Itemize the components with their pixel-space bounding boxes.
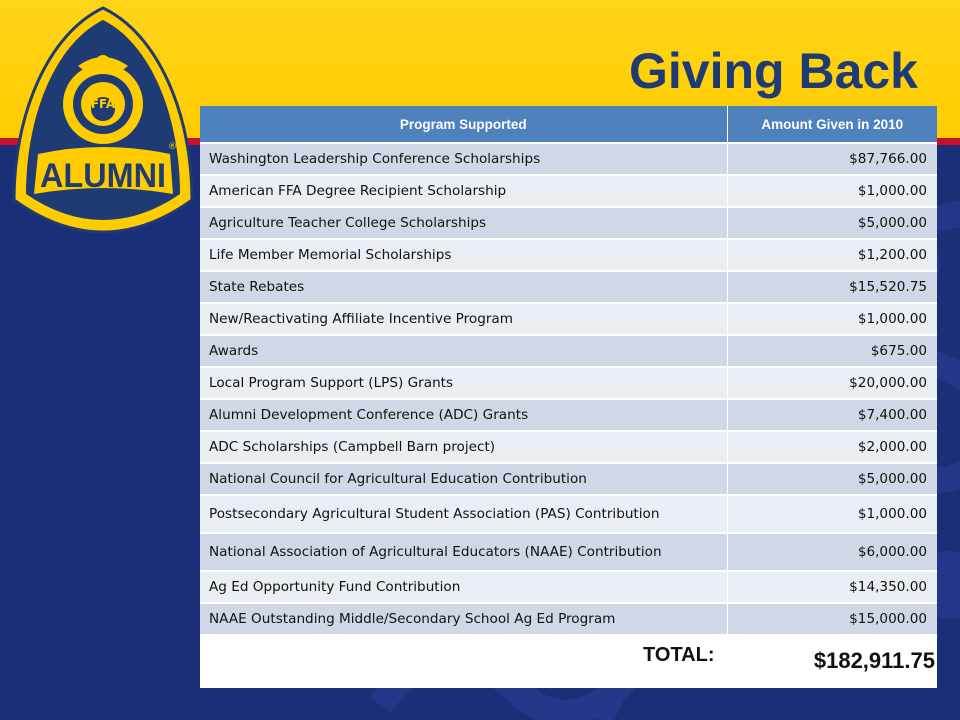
program-cell: Postsecondary Agricultural Student Association (PAS) Contribution [200,495,727,533]
program-cell: American FFA Degree Recipient Scholarship [200,175,727,207]
giving-table-container [200,106,937,688]
program-cell: Agriculture Teacher College Scholarships [200,207,727,239]
amount-cell: $20,000.00 [727,367,937,399]
registered-mark: ® [168,142,177,152]
table-row [200,271,937,303]
amount-cell: $2,000.00 [727,431,937,463]
table-row [200,495,937,533]
table-row [200,571,937,603]
giving-table [200,106,937,688]
program-cell: Washington Leadership Conference Scholarships [200,143,727,175]
table-row [200,431,937,463]
table-row [200,239,937,271]
emblem-center-text: FFA [90,97,116,111]
emblem-wordmark: ALUMNI [40,157,166,195]
table-row [200,303,937,335]
program-cell: New/Reactivating Affiliate Incentive Program [200,303,727,335]
table-row [200,335,937,367]
program-cell: Life Member Memorial Scholarships [200,239,727,271]
program-cell: Awards [200,335,727,367]
column-header-amount: Amount Given in 2010 [727,106,937,143]
program-cell: National Council for Agricultural Education Contribution [200,463,727,495]
table-header-row [200,106,937,143]
program-cell: Ag Ed Opportunity Fund Contribution [200,571,727,603]
total-value: $182,911.75 [727,635,937,688]
table-row [200,603,937,635]
amount-cell: $1,000.00 [727,495,937,533]
table-row [200,175,937,207]
program-cell: Local Program Support (LPS) Grants [200,367,727,399]
amount-cell: $675.00 [727,335,937,367]
amount-cell: $5,000.00 [727,207,937,239]
table-total-row [200,635,937,688]
table-row [200,367,937,399]
program-cell: ADC Scholarships (Campbell Barn project) [200,431,727,463]
amount-cell: $87,766.00 [727,143,937,175]
amount-cell: $6,000.00 [727,533,937,571]
amount-cell: $15,520.75 [727,271,937,303]
total-label: TOTAL: [200,635,727,688]
amount-cell: $15,000.00 [727,603,937,635]
amount-cell: $5,000.00 [727,463,937,495]
program-cell: State Rebates [200,271,727,303]
amount-cell: $7,400.00 [727,399,937,431]
amount-cell: $1,000.00 [727,175,937,207]
program-cell: National Association of Agricultural Educators (NAAE) Contribution [200,533,727,571]
amount-cell: $14,350.00 [727,571,937,603]
slide-title: Giving Back [629,43,918,99]
table-row [200,207,937,239]
column-header-program: Program Supported [200,106,727,143]
ffa-alumni-emblem-icon [8,4,198,236]
program-cell: NAAE Outstanding Middle/Secondary School Ag Ed Program [200,603,727,635]
amount-cell: $1,200.00 [727,239,937,271]
table-row [200,143,937,175]
table-row [200,399,937,431]
amount-cell: $1,000.00 [727,303,937,335]
table-row [200,533,937,571]
program-cell: Alumni Development Conference (ADC) Grants [200,399,727,431]
table-row [200,463,937,495]
